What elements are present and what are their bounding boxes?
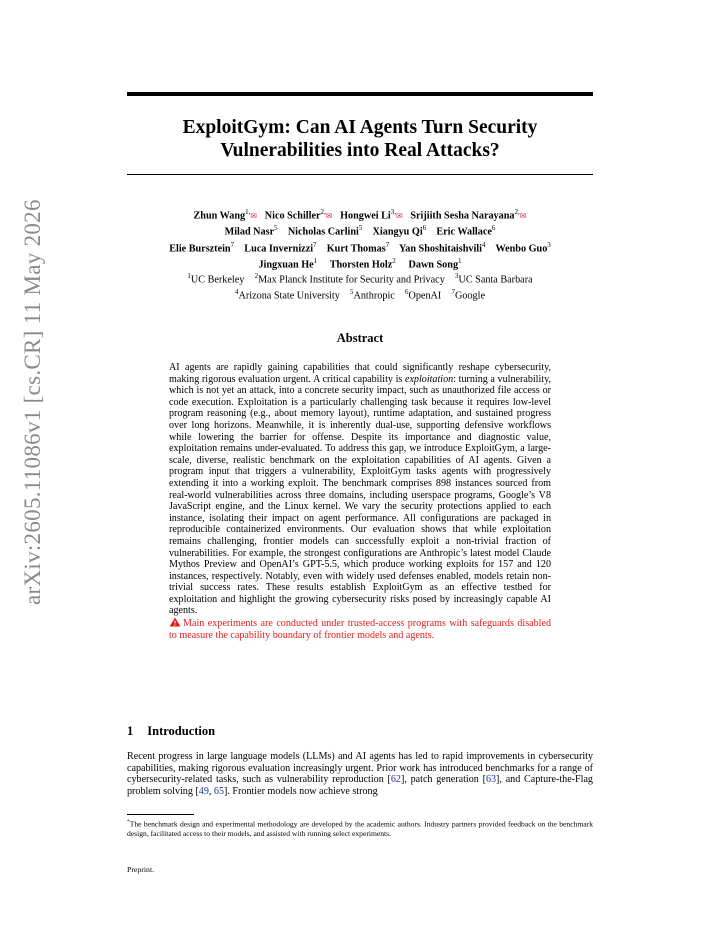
author-affil: 2, <box>514 208 520 216</box>
affil-number: 7 <box>451 288 455 297</box>
abstract-text: : turning a vulnerability, which is not yet an attack, into a concrete security impact, such as unauthorized file access or code execution. Exploitation is a particularly challenging task because it requires low-level program reasoning (e.g., about memory layout), runtime adaptation, and sustained progress over long horizons. Meanwhile, it is inherently dual-use, supporting defensive workflows while lowering the barrier for offense. Despite its importance and diagnostic value, exploitation remains under-evaluated. To address this gap, we introduce ExploitGym, a large-scale, diverse, realistic benchmark on the exploitation capabilities of AI agents. Given a program input that triggers a vulnerability, ExploitGym tasks agents with progressively extending it into a working exploit. The benchmark comprises 898 instances sourced from real-world vulnerabilities across three domains, including userspace programs, Google’s V8 JavaScript engine, and the Linux kernel. We vary the security protections applied to each instance, isolating their impact on agent performance. All configurations are packaged in reproducible containerized environments. Our evaluation shows that while exploitation remains challenging, frontier models can successfully exploit a non-trivial fraction of vulnerabilities. For example, the strongest configurations are Anthropic’s latest model Claude Mythos Preview and OpenAI’s GPT-5.5, which produce working exploits for 157 and 120 instances, respectively. Notably, even with widely used defenses enabled, models retain non-trivial success rates. These results establish ExploitGym as an effective testbed for exploitation and highlight the growing cybersecurity risks posed by increasingly capable AI agents. <box>169 373 552 617</box>
author-line-3 <box>110 239 610 255</box>
intro-text: ], patch generation [ <box>400 774 486 786</box>
section-title: Introduction <box>147 724 216 738</box>
affil-name: UC Berkeley <box>190 274 245 286</box>
author-name: Dawn Song <box>408 259 459 271</box>
affil-name: Max Planck Institute for Security and Privacy <box>258 274 445 286</box>
author-name: Xiangyu Qi <box>372 226 423 238</box>
author-affil: 6 <box>491 224 496 233</box>
warning-icon <box>169 617 181 627</box>
citation-link[interactable]: 65 <box>213 785 225 797</box>
affiliation-line-2 <box>110 286 610 302</box>
author-name: Elie Bursztein <box>169 243 231 255</box>
title-top-rule <box>127 92 593 96</box>
author-affil: 5 <box>358 224 363 233</box>
footnote-mark: * <box>127 819 130 825</box>
affil-name: OpenAI <box>408 290 442 302</box>
author-affil: 6 <box>422 224 427 233</box>
section-number: 1 <box>127 724 134 738</box>
author-affil: 3, <box>390 208 397 216</box>
paper-title <box>127 116 593 162</box>
citation-link[interactable]: 49 <box>198 785 209 797</box>
arxiv-sidebar-stamp: arXiv:2605.11086v1 [cs.CR] 11 May 2026 <box>20 199 45 605</box>
author-affil: 1 <box>458 257 462 266</box>
intro-text: Recent progress in large language models (LLMs) and AI agents has led to rapid improvements in cybersecurity capabilities, making rigorous evaluation increasingly urgent. Prior work has introduced benchmarks for a range of cybersecurity-related tasks, such as vulnerability reproduction [ <box>127 751 593 786</box>
author-affil: 5 <box>274 224 278 233</box>
abstract-heading: Abstract <box>336 331 384 345</box>
footnote-text: The benchmark design and experimental methodology are developed by the academic authors. Industry partners provided feedback on the benchmark design, facilitated access to their models, and assisted with running select experiments. <box>127 819 593 838</box>
author-list <box>110 206 610 272</box>
affil-number: 2 <box>254 272 259 280</box>
intro-text: , <box>208 785 214 797</box>
abstract-paragraph <box>169 362 551 617</box>
author-affil: 1 <box>313 257 318 266</box>
preprint-label: Preprint. <box>127 865 155 874</box>
author-affil: 4 <box>481 240 486 249</box>
author-name: Jingxuan He <box>258 259 314 271</box>
safety-warning <box>169 617 551 641</box>
abstract-text: AI agents are rapidly gaining capabilities that could significantly reshape cybersecurity, making rigorous evaluation urgent. A critical capability is <box>169 362 551 385</box>
abstract-emphasis: exploitation <box>404 373 454 385</box>
affiliation-line-1 <box>110 270 610 286</box>
footnote <box>127 818 593 838</box>
intro-text: ], and Capture-the-Flag problem solving [ <box>127 774 593 797</box>
author-line-2 <box>110 222 610 238</box>
author-line-1 <box>110 206 610 222</box>
title-line-1: ExploitGym: Can AI Agents Turn Security <box>182 117 538 138</box>
affil-number: 5 <box>349 288 354 297</box>
author-name: Luca Invernizzi <box>244 243 314 255</box>
author-name: Wenbo Guo <box>495 243 548 255</box>
footnote-rule <box>127 814 194 815</box>
affil-name: Anthropic <box>353 290 395 302</box>
affil-number: 6 <box>404 288 409 297</box>
author-name: Zhun Wang <box>193 210 246 222</box>
email-icon[interactable]: ✉ <box>325 211 333 221</box>
title-bottom-rule <box>127 174 593 175</box>
affil-name: Google <box>455 290 485 302</box>
author-name: Nicholas Carlini <box>287 226 359 238</box>
section-heading-introduction <box>127 724 229 739</box>
author-name: Eric Wallace <box>436 226 492 238</box>
email-icon[interactable]: ✉ <box>519 211 527 221</box>
affiliations <box>110 270 610 303</box>
title-line-2: Vulnerabilities into Real Attacks? <box>220 140 500 161</box>
author-affil: 2 <box>392 257 396 266</box>
author-affil: 3 <box>547 240 551 249</box>
citation-link[interactable]: 63 <box>485 774 497 786</box>
author-affil: 7 <box>313 240 317 249</box>
abstract-body <box>169 362 551 641</box>
author-name: Thorsten Holz <box>329 259 393 271</box>
affil-name: Arizona State University <box>238 290 340 302</box>
affil-name: UC Santa Barbara <box>458 274 533 286</box>
author-affil: 7 <box>385 240 390 249</box>
author-name: Nico Schiller <box>264 210 321 222</box>
intro-text: ]. Frontier models now achieve strong <box>224 785 378 797</box>
affil-number: 1 <box>187 272 191 280</box>
author-affil: 7 <box>230 240 235 249</box>
author-name: Yan Shoshitaishvili <box>399 243 482 255</box>
author-name: Srijiith Sesha Narayana <box>410 210 515 222</box>
citation-link[interactable]: 62 <box>390 774 401 786</box>
author-name: Milad Nasr <box>224 226 275 238</box>
email-icon[interactable]: ✉ <box>250 211 258 221</box>
author-name: Kurt Thomas <box>326 243 386 255</box>
author-affil: 1, <box>245 208 251 216</box>
author-name: Hongwei Li <box>340 210 391 222</box>
affil-number: 3 <box>454 272 459 280</box>
warning-text: Main experiments are conducted under trusted-access programs with safeguards disabled to measure the capability boundary of frontier models and agents. <box>169 618 551 641</box>
author-affil: 2, <box>320 208 326 216</box>
affil-number: 4 <box>235 288 239 297</box>
introduction-paragraph <box>127 751 593 797</box>
email-icon[interactable]: ✉ <box>396 211 403 221</box>
